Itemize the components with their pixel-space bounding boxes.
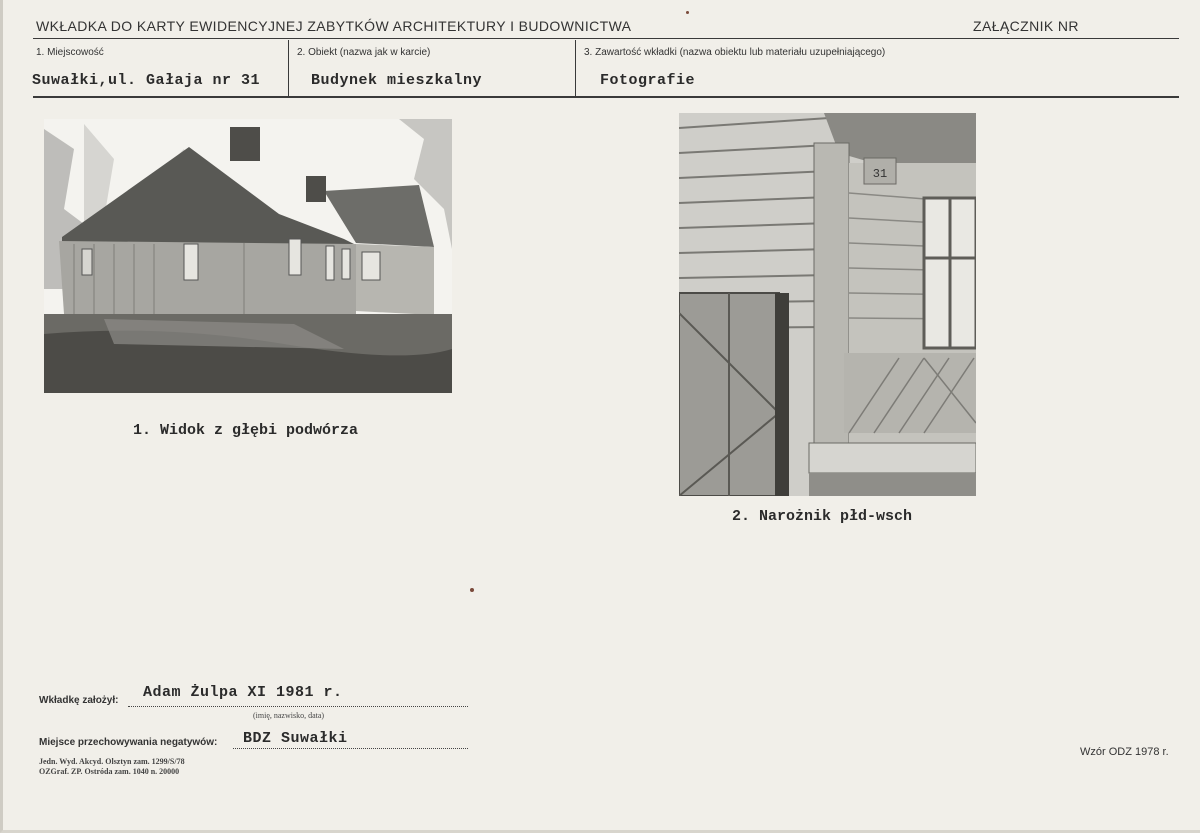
negatives-location-value: BDZ Suwałki	[243, 730, 348, 747]
printer-imprint-1: Jedn. Wyd. Akcyd. Olsztyn zam. 1299/S/78	[39, 757, 185, 766]
contents-label: 3. Zawartość wkładki (nazwa obiektu lub materiału uzupełniającego)	[584, 47, 886, 58]
annex-label: ZAŁĄCZNIK NR	[973, 18, 1079, 34]
field-divider-2	[575, 40, 576, 96]
founded-by-label: Wkładkę założył:	[39, 695, 119, 706]
founded-by-hint: (imię, nazwisko, data)	[253, 711, 325, 720]
negatives-location-label: Miejsce przechowywania negatywów:	[39, 737, 218, 748]
founded-by-line	[128, 706, 468, 707]
printer-imprint-2: OZGraf. ZP. Ostróda zam. 1040 n. 20000	[39, 767, 180, 776]
stray-mark	[686, 11, 689, 14]
locality-label: 1. Miejscowość	[36, 47, 104, 58]
fields-rule	[33, 96, 1179, 98]
stray-mark	[470, 588, 474, 592]
contents-value: Fotografie	[600, 72, 696, 89]
photo-1-caption: 1. Widok z głębi podwórza	[133, 422, 359, 439]
object-label: 2. Obiekt (nazwa jak w karcie)	[297, 47, 431, 58]
form-model-label: Wzór ODZ 1978 r.	[1080, 746, 1169, 758]
form-title: WKŁADKA DO KARTY EWIDENCYJNEJ ZABYTKÓW ARCHITEKTURY I BUDOWNICTWA	[36, 18, 632, 34]
photo-2-caption: 2. Narożnik płd-wsch	[732, 508, 913, 525]
photo-courtyard-image	[44, 119, 452, 393]
photo-corner-image	[679, 113, 976, 496]
photo-corner-view	[679, 113, 976, 496]
negatives-location-line	[233, 748, 468, 749]
house-number-sign: 31	[872, 167, 888, 181]
header-rule	[33, 38, 1179, 39]
founded-by-value: Adam Żulpa XI 1981 r.	[143, 684, 343, 701]
photo-courtyard-view	[44, 119, 452, 393]
object-value: Budynek mieszkalny	[311, 72, 483, 89]
locality-value: Suwałki,ul. Gałaja nr 31	[32, 72, 261, 89]
field-divider-1	[288, 40, 289, 96]
